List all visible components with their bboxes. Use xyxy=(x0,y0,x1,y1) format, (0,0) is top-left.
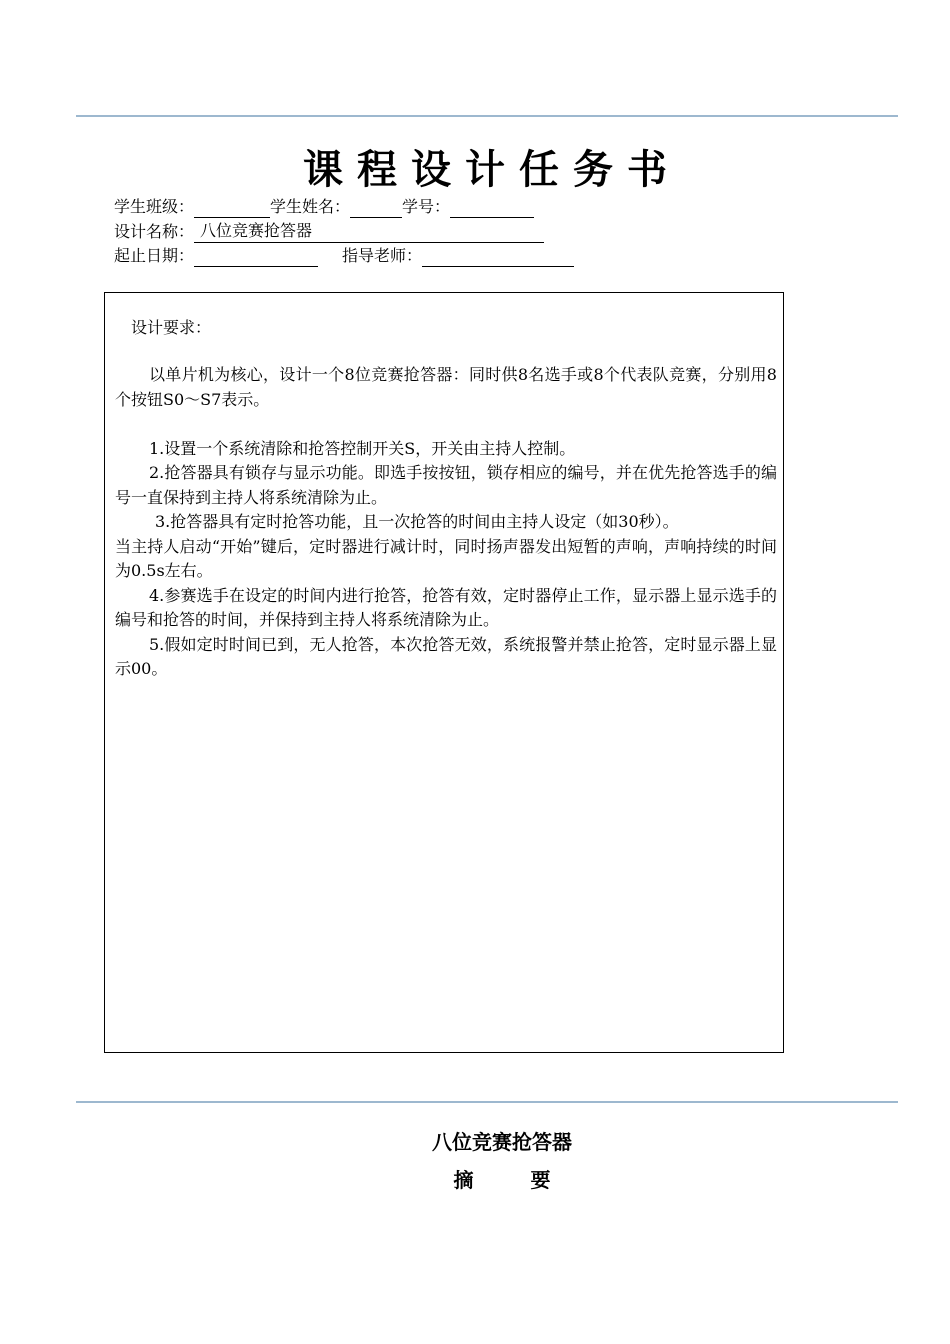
design-label: 设计名称： xyxy=(114,222,195,241)
requirement-item-1: 1.设置一个系统清除和抢答控制开关S，开关由主持人控制。 xyxy=(149,438,576,458)
requirement-item-5: 5.假如定时时间已到，无人抢答，本次抢答无效，系统报警并禁止抢答，定时显示器上显示00。 xyxy=(115,634,777,678)
date-teacher-row xyxy=(114,245,574,267)
date-label: 起止日期： xyxy=(114,246,195,265)
design-name-row xyxy=(114,220,544,243)
next-page-title: 八位竞赛抢答器 xyxy=(432,1130,572,1154)
requirements-box xyxy=(104,292,784,1053)
class-label: 学生班级： xyxy=(114,197,195,216)
design-value: 八位竞赛抢答器 xyxy=(194,220,544,243)
student-info-row xyxy=(114,196,534,218)
teacher-blank xyxy=(422,249,574,267)
id-blank xyxy=(450,200,534,218)
requirement-item-3-continued: 当主持人启动“开始”键后，定时器进行减计时，同时扬声器发出短暂的声响，声响持续的时间为0.5s左右。 xyxy=(115,536,777,580)
abstract-heading: 摘 要 xyxy=(453,1168,551,1192)
requirement-item-2: 2.抢答器具有锁存与显示功能。即选手按按钮，锁存相应的编号，并在优先抢答选手的编号一直保持到主持人将系统清除为止。 xyxy=(115,463,777,507)
page-title: 课程设计任务书 xyxy=(303,147,681,193)
class-blank xyxy=(194,200,270,218)
header-rule xyxy=(76,115,898,117)
requirement-item-3: 3.抢答器具有定时抢答功能，且一次抢答的时间由主持人设定（如30秒）。 xyxy=(155,512,679,531)
footer-rule xyxy=(76,1101,898,1103)
date-blank xyxy=(194,249,318,267)
requirement-item-4: 4.参赛选手在设定的时间内进行抢答，抢答有效，定时器停止工作，显示器上显示选手的编号和抢答的时间，并保持到主持人将系统清除为止。 xyxy=(115,585,777,629)
requirements-text xyxy=(115,363,777,682)
teacher-label: 指导老师： xyxy=(342,246,423,265)
requirements-intro: 以单片机为核心，设计一个8位竞赛抢答器：同时供8名选手或8个代表队竞赛，分别用8个按钮S0～S7表示。 xyxy=(115,365,777,409)
name-label: 学生姓名： xyxy=(270,197,351,216)
name-blank xyxy=(350,200,402,218)
id-label: 学号： xyxy=(402,197,451,216)
requirements-label: 设计要求： xyxy=(131,318,212,337)
